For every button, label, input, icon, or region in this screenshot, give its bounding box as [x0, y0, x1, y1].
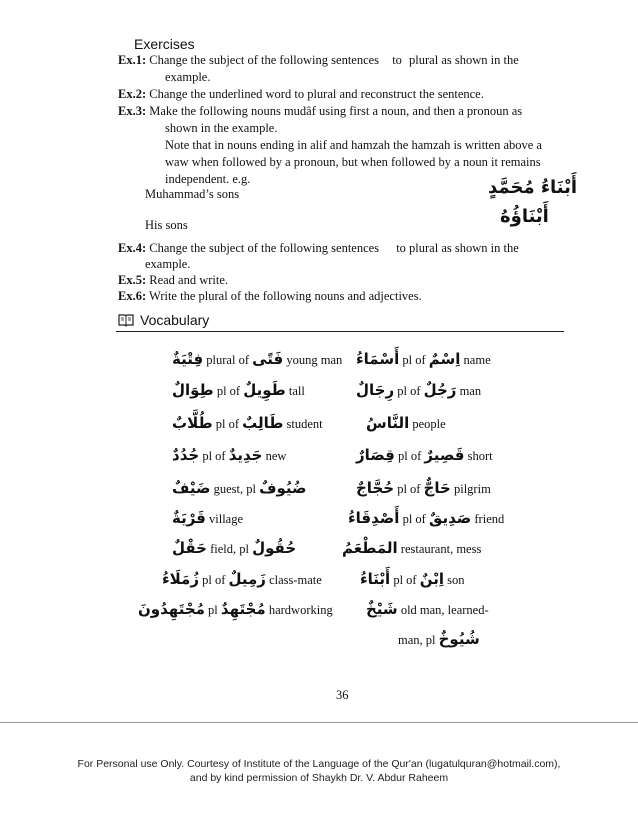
vocab-english: restaurant, mess — [400, 542, 482, 556]
example-english: Muhammad’s sons — [145, 187, 240, 201]
vocab-english: man, pl — [398, 633, 436, 647]
vocab-english: friend — [474, 512, 505, 526]
vocab-english: young man — [286, 353, 343, 367]
exercise-text: Change the underlined word to plural and reconstruct the sentence. — [149, 87, 484, 101]
vocab-item — [172, 414, 323, 432]
exercise-text: Make the following nouns mudâf using first a noun, and then a pronoun as — [149, 104, 523, 118]
vocab-english: pl of — [398, 449, 422, 463]
vocab-arabic: فَتًى — [252, 350, 284, 368]
exercise-text: to — [392, 53, 402, 67]
vocabulary-title: Vocabulary — [140, 312, 210, 328]
exercise-3-note: waw when followed by a pronoun, but when followed by a noun it remains — [165, 155, 541, 169]
vocab-item — [172, 479, 307, 497]
vocab-english: class-mate — [269, 573, 322, 587]
vocab-english: new — [265, 449, 287, 463]
vocab-item — [356, 446, 493, 464]
exercise-3 — [118, 103, 522, 120]
vocab-arabic: جَدِيدٌ — [228, 446, 263, 464]
exercise-4 — [118, 240, 519, 257]
vocab-arabic: حَقْلٌ — [172, 539, 207, 557]
vocab-english: pl of — [202, 449, 226, 463]
exercise-text: Change the subject of the following sentences — [149, 241, 380, 255]
exercise-2 — [118, 86, 484, 103]
exercise-label: Ex.6: — [118, 289, 147, 303]
example-arabic: أَبْنَاءُ مُحَمَّدٍ — [488, 177, 578, 198]
exercise-1 — [118, 52, 519, 69]
exercise-3-note: independent. e.g. — [165, 172, 251, 186]
exercise-text: Change the subject of the following sentences — [149, 53, 380, 67]
vocab-arabic: رِجَالٌ — [356, 381, 395, 399]
vocab-english: son — [447, 573, 465, 587]
example-arabic: أَبْنَاؤُهُ — [500, 206, 549, 227]
exercise-label: Ex.2: — [118, 87, 147, 101]
vocab-item — [366, 600, 489, 618]
vocab-item — [172, 381, 305, 399]
vocab-item — [162, 570, 322, 588]
vocab-item — [342, 539, 481, 557]
exercise-1-cont: example. — [165, 70, 211, 84]
vocab-english: short — [467, 449, 493, 463]
vocab-arabic: طُلَّابٌ — [172, 414, 213, 432]
vocab-arabic: المَطْعَمُ — [342, 539, 398, 557]
vocab-english: old man, learned- — [400, 603, 489, 617]
example-english: His sons — [145, 218, 188, 232]
vocab-english: pl of — [216, 384, 241, 398]
footer-line-2: and by kind permission of Shaykh Dr. V. Abdur Raheem — [189, 772, 449, 784]
vocab-arabic: ضُيُوفٌ — [259, 479, 307, 497]
vocab-arabic: زَمِيلٌ — [228, 570, 266, 588]
vocab-english: pl of — [215, 417, 239, 431]
exercise-label: Ex.1: — [118, 53, 147, 67]
exercise-label: Ex.3: — [118, 104, 147, 118]
vocab-arabic: مُجْتَهِدُونَ — [138, 600, 205, 618]
vocab-arabic: رَجُلٌ — [423, 381, 457, 399]
exercise-3-cont: shown in the example. — [165, 121, 278, 135]
vocab-english: guest, pl — [213, 482, 256, 496]
vocabulary-divider — [116, 331, 564, 332]
exercise-label: Ex.4: — [118, 241, 147, 255]
vocab-item — [360, 570, 465, 588]
vocab-english: village — [209, 512, 244, 526]
vocab-english: hardworking — [268, 603, 333, 617]
vocab-item — [172, 446, 286, 464]
vocab-arabic: حُجَّاجٌ — [356, 479, 395, 497]
vocab-arabic: حُقُولٌ — [252, 539, 297, 557]
vocab-arabic: أَصْدِقَاءُ — [348, 509, 400, 527]
vocab-arabic: قَرْيَةٌ — [172, 509, 206, 527]
vocab-arabic: طَالِبٌ — [242, 414, 284, 432]
vocab-arabic: مُجْتَهِدٌ — [220, 600, 266, 618]
vocab-arabic: أَسْمَاءُ — [356, 350, 400, 368]
vocab-item-cont — [398, 630, 480, 648]
vocab-arabic: فِتْيَةٌ — [172, 350, 204, 368]
vocab-arabic: النَّاسُ — [366, 414, 410, 432]
page-number: 36 — [336, 688, 349, 702]
vocab-item — [172, 509, 243, 527]
vocab-english: pl of — [393, 573, 417, 587]
vocab-arabic: ضَيْفٌ — [172, 479, 211, 497]
vocab-english: pl of — [202, 573, 226, 587]
vocab-arabic: شَيْخٌ — [366, 600, 398, 618]
vocab-item — [172, 350, 342, 368]
exercise-4-cont: example. — [145, 257, 191, 271]
vocab-item — [348, 509, 504, 527]
vocab-arabic: طَوِيلٌ — [243, 381, 286, 399]
footer-line-1: For Personal use Only. Courtesy of Institute of the Language of the Qur'an (lugatulquran@hotmail.com), — [77, 758, 561, 770]
exercises-heading: Exercises — [134, 36, 195, 52]
vocab-item — [172, 539, 296, 557]
vocab-item — [356, 381, 481, 399]
vocab-item — [366, 414, 446, 432]
vocab-arabic: قَصِيرٌ — [424, 446, 465, 464]
exercise-5 — [118, 272, 228, 289]
exercise-text: to plural as shown in the — [396, 241, 519, 255]
vocab-arabic: اِسْمٌ — [428, 350, 461, 368]
exercise-label: Ex.5: — [118, 273, 147, 287]
vocab-english: student — [286, 417, 323, 431]
vocab-arabic: أَبْنَاءُ — [360, 570, 391, 588]
vocab-english: plural of — [206, 353, 249, 367]
vocab-english: pl of — [397, 482, 421, 496]
vocab-arabic: زُمَلَاءُ — [162, 570, 199, 588]
exercise-3-note: Note that in nouns ending in alif and hamzah the hamzah is written above a — [165, 138, 542, 152]
vocab-arabic: شُيُوخٌ — [438, 630, 480, 648]
exercise-text: plural as shown in the — [409, 53, 519, 67]
footer-divider — [0, 722, 638, 723]
vocab-english: pl of — [397, 384, 421, 398]
exercise-6 — [118, 288, 422, 305]
vocabulary-heading — [118, 312, 209, 332]
vocab-arabic: جُدُدٌ — [172, 446, 200, 464]
vocab-english: name — [463, 353, 491, 367]
vocab-item — [138, 600, 333, 618]
vocab-english: field, pl — [210, 542, 250, 556]
vocab-arabic: طِوَالٌ — [172, 381, 214, 399]
vocab-english: people — [412, 417, 446, 431]
book-icon — [118, 313, 134, 332]
vocab-english: pilgrim — [453, 482, 491, 496]
vocab-english: man — [459, 384, 482, 398]
vocab-english: tall — [288, 384, 305, 398]
vocab-arabic: حَاجٌّ — [423, 479, 451, 497]
vocab-item — [356, 479, 491, 497]
vocab-english: pl — [208, 603, 218, 617]
vocab-english: pl of — [402, 353, 426, 367]
vocab-arabic: قِصَارٌ — [356, 446, 395, 464]
vocab-arabic: اِبْنٌ — [419, 570, 444, 588]
vocab-english: pl of — [402, 512, 426, 526]
vocab-item — [356, 350, 491, 368]
exercise-text: Write the plural of the following nouns and adjectives. — [149, 289, 422, 303]
vocab-arabic: صَدِيقٌ — [428, 509, 472, 527]
exercise-text: Read and write. — [149, 273, 229, 287]
